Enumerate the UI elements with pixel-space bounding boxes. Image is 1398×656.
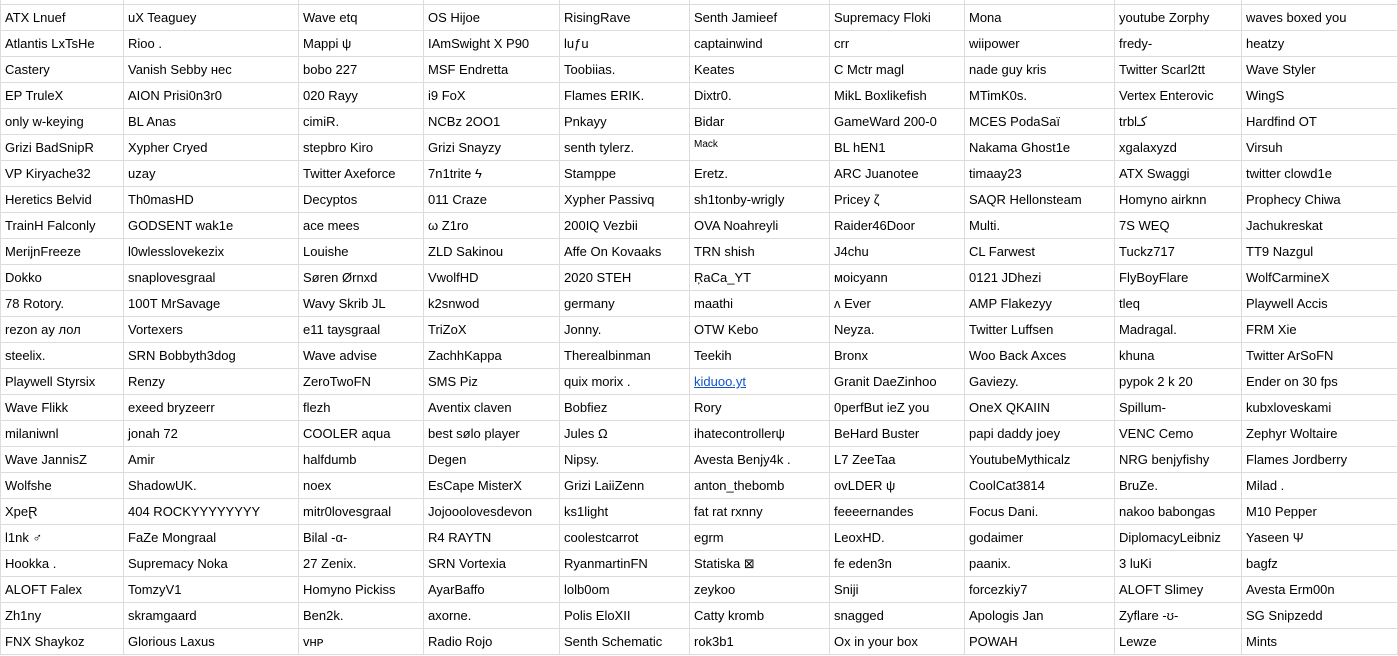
grid-cell[interactable]: Heretics Belvid — [0, 187, 124, 213]
grid-cell[interactable]: Ox in your box — [830, 629, 965, 655]
grid-cell[interactable]: halfdumb — [299, 447, 424, 473]
grid-cell[interactable]: Raider46Door — [830, 213, 965, 239]
cell-link[interactable]: kiduoo.yt — [694, 374, 747, 389]
grid-cell[interactable]: snaplovesgraal — [124, 265, 299, 291]
grid-cell[interactable]: Yaseen Ψ — [1242, 525, 1398, 551]
grid-cell[interactable]: axorne. — [424, 603, 560, 629]
grid-row — [0, 525, 1398, 551]
grid-cell[interactable]: Gaviezy. — [965, 369, 1115, 395]
grid-cell[interactable]: ZeroTwoFN — [299, 369, 424, 395]
grid-cell[interactable]: Catty kromb — [690, 603, 830, 629]
grid-cell[interactable]: ᴠʜᴘ — [299, 629, 424, 655]
grid-cell[interactable]: e11 taysgraal — [299, 317, 424, 343]
grid-cell[interactable]: ŖaCa_YT — [690, 265, 830, 291]
grid-cell[interactable]: khuna — [1115, 343, 1242, 369]
grid-cell[interactable]: Nipsy. — [560, 447, 690, 473]
grid-cell[interactable]: Wave JannisZ — [0, 447, 124, 473]
grid-cell[interactable]: Mappi ψ — [299, 31, 424, 57]
grid-cell[interactable]: Wolfshe — [0, 473, 124, 499]
grid-cell[interactable]: fat rat rxnny — [690, 499, 830, 525]
grid-cell[interactable]: 200IQ Vezbii — [560, 213, 690, 239]
grid-cell[interactable]: MSF Endretta — [424, 57, 560, 83]
grid-cell[interactable]: timaay23 — [965, 161, 1115, 187]
grid-cell[interactable]: Xypher Passivq — [560, 187, 690, 213]
grid-cell[interactable]: rok3b1 — [690, 629, 830, 655]
grid-cell[interactable]: uzay — [124, 161, 299, 187]
grid-cell[interactable]: uX Teaguey — [124, 5, 299, 31]
grid-cell[interactable]: Supremacy Floki — [830, 5, 965, 31]
grid-cell[interactable]: 0121 JDhezi — [965, 265, 1115, 291]
grid-cell[interactable]: 2020 STEH — [560, 265, 690, 291]
grid-cell[interactable]: anton_thebomb — [690, 473, 830, 499]
grid-row — [0, 5, 1398, 31]
grid-cell[interactable]: wiipower — [965, 31, 1115, 57]
grid-cell[interactable]: ZachhKappa — [424, 343, 560, 369]
grid-cell[interactable]: AMP Flakezyy — [965, 291, 1115, 317]
grid-cell[interactable]: Flames Jordberry — [1242, 447, 1398, 473]
grid-cell[interactable]: egrm — [690, 525, 830, 551]
grid-cell[interactable]: Grizi Snayzy — [424, 135, 560, 161]
grid-cell[interactable]: Dokko — [0, 265, 124, 291]
grid-cell[interactable]: 78 Rotory. — [0, 291, 124, 317]
grid-cell[interactable]: Sniji — [830, 577, 965, 603]
grid-cell[interactable]: ShadowUK. — [124, 473, 299, 499]
grid-cell[interactable]: 27 Zenix. — [299, 551, 424, 577]
grid-cell[interactable]: Wave Flikk — [0, 395, 124, 421]
grid-cell[interactable]: COOLER aqua — [299, 421, 424, 447]
grid-cell[interactable]: rezon ay лол — [0, 317, 124, 343]
grid-row — [0, 577, 1398, 603]
grid-cell[interactable]: ovLDER ψ — [830, 473, 965, 499]
grid-cell[interactable]: Renzy — [124, 369, 299, 395]
grid-cell[interactable]: NRG benjyfishy — [1115, 447, 1242, 473]
grid-cell[interactable] — [690, 135, 830, 161]
grid-cell[interactable]: ω Z1ro — [424, 213, 560, 239]
grid-cell[interactable]: AyarBaffo — [424, 577, 560, 603]
grid-cell[interactable]: maathi — [690, 291, 830, 317]
grid-cell[interactable]: Vertex Enterovic — [1115, 83, 1242, 109]
grid-cell[interactable]: Jojooolovesdevon — [424, 499, 560, 525]
grid-row — [0, 57, 1398, 83]
grid-row — [0, 239, 1398, 265]
grid-cell[interactable]: waves boxed you — [1242, 5, 1398, 31]
grid-cell[interactable]: Twitter ArSoFN — [1242, 343, 1398, 369]
grid-cell[interactable]: Aventix claven — [424, 395, 560, 421]
grid-cell[interactable]: 020 Rayy — [299, 83, 424, 109]
grid-row — [0, 317, 1398, 343]
grid-row — [0, 343, 1398, 369]
grid-cell[interactable]: Zyflare -ʊ- — [1115, 603, 1242, 629]
grid-cell[interactable]: Flames ERIK. — [560, 83, 690, 109]
grid-cell[interactable]: Grizi BadSnipR — [0, 135, 124, 161]
grid-cell[interactable]: fredy- — [1115, 31, 1242, 57]
grid-cell[interactable]: ATX Swaggi — [1115, 161, 1242, 187]
grid-cell[interactable]: Zh1ny — [0, 603, 124, 629]
grid-cell[interactable]: SRN Vortexia — [424, 551, 560, 577]
grid-cell[interactable]: MikL Boxlikefish — [830, 83, 965, 109]
grid-cell[interactable]: exeed bryzeerr — [124, 395, 299, 421]
grid-cell[interactable]: Wavy Skrib JL — [299, 291, 424, 317]
grid-cell[interactable]: Twitter Luffsen — [965, 317, 1115, 343]
grid-cell[interactable]: Jachukreskat — [1242, 213, 1398, 239]
grid-row — [0, 187, 1398, 213]
grid-cell[interactable]: Th0masHD — [124, 187, 299, 213]
grid-cell[interactable]: pypok 2 k 20 — [1115, 369, 1242, 395]
grid-cell[interactable]: M10 Pepper — [1242, 499, 1398, 525]
grid-cell[interactable]: Zephyr Woltaire — [1242, 421, 1398, 447]
grid-cell[interactable]: twitter clowd1e — [1242, 161, 1398, 187]
grid-cell[interactable]: l1nk ♂ — [0, 525, 124, 551]
grid-cell[interactable]: forcezkiy7 — [965, 577, 1115, 603]
grid-cell[interactable]: godaimer — [965, 525, 1115, 551]
grid-cell[interactable]: Affe On Kovaaks — [560, 239, 690, 265]
grid-cell[interactable]: skramgaard — [124, 603, 299, 629]
grid-row — [0, 395, 1398, 421]
grid-row — [0, 369, 1398, 395]
grid-cell[interactable]: R4 RAYTN — [424, 525, 560, 551]
grid-row — [0, 551, 1398, 577]
grid-cell[interactable]: Homyno airknn — [1115, 187, 1242, 213]
grid-cell[interactable]: Ben2k. — [299, 603, 424, 629]
grid-cell[interactable]: FlyBoyFlare — [1115, 265, 1242, 291]
grid-cell[interactable]: Louishe — [299, 239, 424, 265]
grid-cell[interactable]: mitr0lovesgraal — [299, 499, 424, 525]
grid-cell[interactable]: LeoxHD. — [830, 525, 965, 551]
grid-cell[interactable]: SRN Bobbyth3dog — [124, 343, 299, 369]
grid-cell[interactable]: OneX QKAIIN — [965, 395, 1115, 421]
grid-cell[interactable]: Woo Back Axces — [965, 343, 1115, 369]
grid-cell[interactable]: Prophecy Chiwa — [1242, 187, 1398, 213]
grid-cell[interactable]: TomzyV1 — [124, 577, 299, 603]
grid-row — [0, 161, 1398, 187]
grid-cell[interactable]: zeykoo — [690, 577, 830, 603]
grid-row — [0, 265, 1398, 291]
grid-cell[interactable]: bobo 227 — [299, 57, 424, 83]
grid-cell[interactable]: Jules Ω — [560, 421, 690, 447]
grid-cell[interactable]: snagged — [830, 603, 965, 629]
grid-cell[interactable]: Wave etq — [299, 5, 424, 31]
grid-cell[interactable]: Neyza. — [830, 317, 965, 343]
grid-cell[interactable]: Vortexers — [124, 317, 299, 343]
grid-cell[interactable]: FRM Xie — [1242, 317, 1398, 343]
grid-cell[interactable]: Wave Styler — [1242, 57, 1398, 83]
grid-row — [0, 499, 1398, 525]
grid-cell[interactable]: Senth Schematic — [560, 629, 690, 655]
grid-cell[interactable]: Twitter Axeforce — [299, 161, 424, 187]
grid-cell[interactable]: MerijnFreeze — [0, 239, 124, 265]
grid-cell[interactable]: BL Anas — [124, 109, 299, 135]
grid-cell[interactable]: Pricey ζ — [830, 187, 965, 213]
grid-cell[interactable]: Twitter Scarl2tt — [1115, 57, 1242, 83]
grid-cell[interactable]: Lewze — [1115, 629, 1242, 655]
grid-cell[interactable]: ihatecontrollerψ — [690, 421, 830, 447]
grid-cell[interactable]: Supremacy Noka — [124, 551, 299, 577]
grid-cell[interactable]: jonah 72 — [124, 421, 299, 447]
grid-cell[interactable]: i9 FoX — [424, 83, 560, 109]
grid-cell[interactable]: Playwell Accis — [1242, 291, 1398, 317]
grid-cell[interactable]: Jonny. — [560, 317, 690, 343]
grid-cell[interactable]: Grizi LaiiZenn — [560, 473, 690, 499]
grid-cell[interactable]: ATX Lnuef — [0, 5, 124, 31]
grid-row — [0, 83, 1398, 109]
grid-row — [0, 473, 1398, 499]
grid-cell[interactable]: Vanish Sebby нес — [124, 57, 299, 83]
grid-cell[interactable]: RisingRave — [560, 5, 690, 31]
grid-cell[interactable]: fe eden3n — [830, 551, 965, 577]
grid-cell[interactable]: GameWard 200-0 — [830, 109, 965, 135]
grid-cell[interactable]: l0wlesslovekezix — [124, 239, 299, 265]
grid-cell[interactable]: bagfz — [1242, 551, 1398, 577]
grid-cell[interactable]: xgalaxyzd — [1115, 135, 1242, 161]
grid-cell[interactable]: мoicyann — [830, 265, 965, 291]
grid-row — [0, 31, 1398, 57]
grid-cell[interactable]: Senth Jamieef — [690, 5, 830, 31]
grid-cell[interactable]: Mona — [965, 5, 1115, 31]
grid-cell[interactable] — [690, 369, 830, 395]
grid-cell[interactable]: Hardfind OT — [1242, 109, 1398, 135]
grid-cell[interactable]: paanix. — [965, 551, 1115, 577]
grid-cell[interactable]: TriZoX — [424, 317, 560, 343]
grid-cell[interactable]: Playwell Styrsix — [0, 369, 124, 395]
grid-cell[interactable]: CoolCat3814 — [965, 473, 1115, 499]
grid-cell[interactable]: Apologis Jan — [965, 603, 1115, 629]
grid-cell[interactable]: Multi. — [965, 213, 1115, 239]
grid-cell[interactable]: L7 ZeeTaa — [830, 447, 965, 473]
grid-cell[interactable]: SMS Piz — [424, 369, 560, 395]
grid-cell[interactable]: Milad . — [1242, 473, 1398, 499]
grid-cell[interactable]: Granit DaeZinhoo — [830, 369, 965, 395]
grid-cell[interactable]: heatzy — [1242, 31, 1398, 57]
grid-cell[interactable]: AION Prisi0n3r0 — [124, 83, 299, 109]
grid-cell[interactable]: quix morix . — [560, 369, 690, 395]
grid-cell[interactable]: WolfCarmineX — [1242, 265, 1398, 291]
grid-cell[interactable]: feeeernandes — [830, 499, 965, 525]
grid-row — [0, 629, 1398, 655]
grid-cell[interactable]: Bronx — [830, 343, 965, 369]
grid-cell[interactable]: 404 ROCKYYYYYYYY — [124, 499, 299, 525]
grid-cell[interactable]: flezh — [299, 395, 424, 421]
grid-cell[interactable]: Avesta Erm00n — [1242, 577, 1398, 603]
grid-cell[interactable]: Spillum- — [1115, 395, 1242, 421]
grid-cell[interactable]: noex — [299, 473, 424, 499]
grid-cell[interactable]: captainwind — [690, 31, 830, 57]
grid-cell[interactable]: Toobiias. — [560, 57, 690, 83]
grid-cell[interactable]: WingS — [1242, 83, 1398, 109]
grid-cell[interactable]: MTimK0s. — [965, 83, 1115, 109]
grid-cell[interactable]: SAQR Hellonsteam — [965, 187, 1115, 213]
grid-cell[interactable]: J4chu — [830, 239, 965, 265]
grid-cell[interactable]: best sølo player — [424, 421, 560, 447]
grid-cell[interactable]: Focus Dani. — [965, 499, 1115, 525]
grid-cell[interactable]: Stamppe — [560, 161, 690, 187]
grid-cell[interactable]: VwolfHD — [424, 265, 560, 291]
grid-cell[interactable]: Bobfiez — [560, 395, 690, 421]
grid-cell[interactable]: ALOFT Falex — [0, 577, 124, 603]
grid-cell[interactable]: 7S WEQ — [1115, 213, 1242, 239]
grid-cell[interactable]: TRN shish — [690, 239, 830, 265]
grid-cell[interactable]: SG Snipzedd — [1242, 603, 1398, 629]
grid-cell[interactable]: Rory — [690, 395, 830, 421]
grid-cell[interactable]: Hookka . — [0, 551, 124, 577]
grid-cell[interactable]: Søren Ørnxd — [299, 265, 424, 291]
grid-cell[interactable]: OTW Kebo — [690, 317, 830, 343]
grid-cell[interactable]: Therealbinman — [560, 343, 690, 369]
grid-cell[interactable]: Degen — [424, 447, 560, 473]
grid-cell[interactable]: Pnkayy — [560, 109, 690, 135]
grid-cell[interactable]: TrainH Falconly — [0, 213, 124, 239]
grid-cell[interactable]: only w-keying — [0, 109, 124, 135]
grid-cell[interactable]: Dixtr0. — [690, 83, 830, 109]
grid-cell[interactable]: kubxloveskami — [1242, 395, 1398, 421]
grid-row — [0, 603, 1398, 629]
grid-cell[interactable]: YoutubeMythicalz — [965, 447, 1115, 473]
grid-cell[interactable]: Teekih — [690, 343, 830, 369]
grid-cell[interactable]: NCBz 2OO1 — [424, 109, 560, 135]
grid-cell[interactable]: germany — [560, 291, 690, 317]
grid-cell[interactable]: Avesta Benjy4k . — [690, 447, 830, 473]
grid-cell[interactable]: papi daddy joey — [965, 421, 1115, 447]
grid-cell[interactable]: lolb0om — [560, 577, 690, 603]
grid-cell[interactable]: senth tylerz. — [560, 135, 690, 161]
grid-cell[interactable]: FaZe Mongraal — [124, 525, 299, 551]
grid-cell[interactable]: VP Kiryache32 — [0, 161, 124, 187]
grid-cell[interactable]: Glorious Laxus — [124, 629, 299, 655]
grid-cell[interactable]: stepbro Kiro — [299, 135, 424, 161]
grid-cell[interactable]: ʌ Ever — [830, 291, 965, 317]
grid-cell[interactable]: Bilal -α- — [299, 525, 424, 551]
grid-cell[interactable]: 011 Craze — [424, 187, 560, 213]
grid-cell[interactable]: DiplomacyLeibniz — [1115, 525, 1242, 551]
grid-cell[interactable]: EsCape MisterX — [424, 473, 560, 499]
grid-cell[interactable]: trblكـ — [1115, 109, 1242, 135]
grid-cell[interactable]: Bidar — [690, 109, 830, 135]
grid-cell[interactable]: youtube Zorphy — [1115, 5, 1242, 31]
grid-cell[interactable]: RyanmartinFN — [560, 551, 690, 577]
grid-cell[interactable]: sh1tonby-wrigly — [690, 187, 830, 213]
grid-row — [0, 447, 1398, 473]
grid-cell[interactable]: nade guy kris — [965, 57, 1115, 83]
grid-cell[interactable]: Statiska ⊠ — [690, 551, 830, 577]
grid-cell[interactable]: TT9 Nazgul — [1242, 239, 1398, 265]
grid-cell[interactable]: Radio Rojo — [424, 629, 560, 655]
grid-cell[interactable]: Decyptos — [299, 187, 424, 213]
grid-cell[interactable]: ARC Juanotee — [830, 161, 965, 187]
grid-cell[interactable]: Eretz. — [690, 161, 830, 187]
grid-cell[interactable]: nakoo babongas — [1115, 499, 1242, 525]
grid-cell[interactable]: crr — [830, 31, 965, 57]
grid-row — [0, 109, 1398, 135]
grid-cell[interactable]: XpeⱤ — [0, 499, 124, 525]
grid-cell[interactable]: VENC Cemo — [1115, 421, 1242, 447]
grid-cell[interactable]: 3 luKi — [1115, 551, 1242, 577]
grid-cell[interactable]: ace mees — [299, 213, 424, 239]
grid-cell[interactable]: Ender on 30 fps — [1242, 369, 1398, 395]
grid-cell[interactable]: cimiR. — [299, 109, 424, 135]
grid-cell[interactable]: Virsuh — [1242, 135, 1398, 161]
grid-cell[interactable]: Wave advise — [299, 343, 424, 369]
grid-cell[interactable]: tleq — [1115, 291, 1242, 317]
grid-cell[interactable]: steelix. — [0, 343, 124, 369]
grid-cell[interactable]: EP TruleX — [0, 83, 124, 109]
grid-row — [0, 291, 1398, 317]
grid-cell[interactable]: k2snwod — [424, 291, 560, 317]
grid-cell[interactable]: Rioo . — [124, 31, 299, 57]
grid-cell[interactable]: ALOFT Slimey — [1115, 577, 1242, 603]
grid-cell[interactable]: Madragal. — [1115, 317, 1242, 343]
grid-cell[interactable]: Amir — [124, 447, 299, 473]
grid-cell[interactable]: GODSENT wak1e — [124, 213, 299, 239]
grid-cell[interactable]: Homyno Pickiss — [299, 577, 424, 603]
grid-cell[interactable]: Nakama Ghost1e — [965, 135, 1115, 161]
grid-cell[interactable]: ZLD Sakinou — [424, 239, 560, 265]
grid-cell[interactable]: C Mctr magl — [830, 57, 965, 83]
grid-cell[interactable]: OS Hijoe — [424, 5, 560, 31]
grid-cell[interactable]: luƒu — [560, 31, 690, 57]
grid-cell[interactable]: coolestcarrot — [560, 525, 690, 551]
grid-cell[interactable]: POWAH — [965, 629, 1115, 655]
grid-cell[interactable]: Tuckz717 — [1115, 239, 1242, 265]
grid-cell[interactable]: 100T MrSavage — [124, 291, 299, 317]
grid-row — [0, 421, 1398, 447]
grid-row — [0, 213, 1398, 239]
cell-small-text: Mack — [694, 139, 718, 150]
grid-cell[interactable]: Mints — [1242, 629, 1398, 655]
grid-cell[interactable]: Xypher Cryed — [124, 135, 299, 161]
grid-cell[interactable]: Keates — [690, 57, 830, 83]
grid-cell[interactable]: Atlantis LxTsHe — [0, 31, 124, 57]
grid-cell[interactable]: IAmSwight X P90 — [424, 31, 560, 57]
grid-row — [0, 135, 1398, 161]
grid-cell[interactable]: 0perfBut ieZ you — [830, 395, 965, 421]
grid-cell[interactable]: FNX Shaykoz — [0, 629, 124, 655]
grid-cell[interactable]: milaniwnl — [0, 421, 124, 447]
grid-cell[interactable]: 7n1trite ϟ — [424, 161, 560, 187]
grid-cell[interactable]: BruZe. — [1115, 473, 1242, 499]
grid-cell[interactable]: ks1light — [560, 499, 690, 525]
grid-cell[interactable]: OVA Noahreyli — [690, 213, 830, 239]
grid-cell[interactable]: BL hEN1 — [830, 135, 965, 161]
grid-cell[interactable]: Castery — [0, 57, 124, 83]
grid-cell[interactable]: Polis EloXII — [560, 603, 690, 629]
grid-cell[interactable]: BeHard Buster — [830, 421, 965, 447]
grid-cell[interactable]: CL Farwest — [965, 239, 1115, 265]
grid-cell[interactable]: MCES PodaSaï — [965, 109, 1115, 135]
